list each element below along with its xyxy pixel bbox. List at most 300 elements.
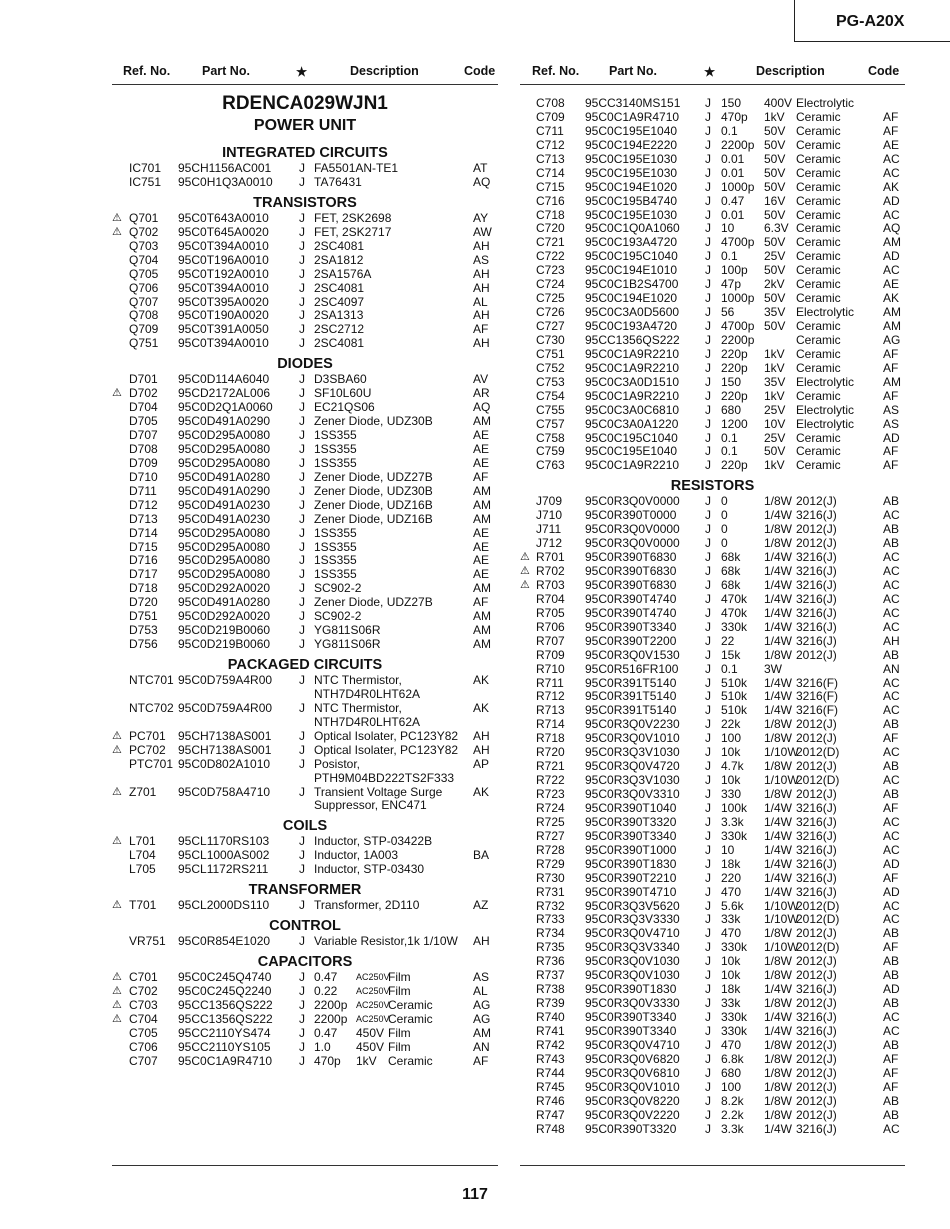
safety-warning-icon: ⚠: [112, 211, 122, 224]
parts-row: [112, 212, 498, 226]
part-no: 95C0R390T4740: [585, 591, 677, 606]
part-type: 3216(J): [796, 1010, 837, 1024]
price-code: AM: [473, 581, 491, 596]
value: 22k: [721, 717, 741, 732]
description-line-2: Suppressor, ENC471: [314, 798, 427, 813]
part-no: 95C0R3Q3V1030: [585, 773, 680, 788]
price-code: AV: [473, 372, 489, 387]
rank-mark: J: [299, 1053, 305, 1068]
ref-no: C751: [536, 346, 565, 361]
rating: 25V: [764, 430, 786, 445]
part-type: 3216(F): [796, 689, 839, 704]
rank-mark: J: [705, 619, 711, 634]
part-no: 95C0D295A0080: [178, 455, 271, 470]
price-code: AC: [883, 773, 900, 788]
parts-row: [112, 162, 498, 176]
rank-mark: J: [299, 742, 305, 757]
parts-row: [520, 565, 905, 579]
parts-row: [520, 746, 905, 760]
part-type: Ceramic: [388, 1053, 433, 1068]
rating: AC250V: [356, 972, 390, 983]
rating: 1/4W: [764, 814, 793, 829]
part-type: Ceramic: [796, 430, 841, 445]
description: 1SS355: [314, 455, 357, 470]
price-code: AW: [473, 224, 492, 239]
part-type: 3216(J): [796, 800, 837, 815]
rating: 1/4W: [764, 884, 793, 899]
value: 0.01: [721, 151, 745, 166]
parts-row: [520, 495, 905, 509]
parts-row: [520, 816, 905, 830]
part-type: 2012(J): [796, 647, 837, 662]
part-no: 95C0R3Q3V3340: [585, 940, 680, 955]
rank-mark: J: [299, 455, 305, 470]
rank-mark: J: [705, 388, 711, 403]
rating: 1/4W: [764, 1121, 793, 1136]
description: Zener Diode, UDZ27B: [314, 469, 433, 484]
value: 0.1: [721, 249, 738, 264]
part-no: 95C0R3Q0V4710: [585, 926, 680, 941]
description: 2SC4081: [314, 280, 365, 295]
price-code: AC: [883, 165, 900, 180]
value: 68k: [721, 550, 741, 565]
value: 0: [721, 522, 728, 537]
price-code: AF: [473, 469, 489, 484]
parts-row: [112, 499, 498, 513]
ref-no: D701: [129, 372, 158, 387]
parts-row: [520, 941, 905, 955]
ref-no: Q703: [129, 238, 159, 253]
price-code: AF: [473, 595, 489, 610]
rank-mark: J: [299, 386, 305, 401]
price-code: AE: [883, 277, 900, 292]
safety-warning-icon: ⚠: [112, 985, 122, 998]
rating: 1/4W: [764, 1023, 793, 1038]
part-no: 95C0D759A4R00: [178, 673, 273, 687]
parts-row: [112, 373, 498, 387]
part-type: Film: [388, 1039, 411, 1054]
ref-no: Z701: [129, 784, 157, 799]
part-no: 95CL1172RS211: [178, 862, 269, 877]
part-type: 2012(D): [796, 773, 840, 788]
rank-mark: J: [705, 1107, 711, 1122]
part-type: Ceramic: [796, 123, 841, 138]
part-no: 95C0C1Q0A1060: [585, 221, 680, 236]
ref-no: C763: [536, 458, 565, 473]
parts-row: [520, 139, 905, 153]
parts-row: [520, 306, 905, 320]
description: Optical Isolater, PC123Y82: [314, 728, 459, 743]
parts-row: [112, 429, 498, 443]
parts-row: [520, 209, 905, 223]
part-no: 95C0C195E1030: [585, 207, 678, 222]
part-type: 3216(F): [796, 703, 839, 718]
parts-row: [520, 445, 905, 459]
part-no: 95C0C1A9R2210: [585, 458, 680, 473]
part-no: 95C0R3Q0V1030: [585, 954, 680, 969]
part-no: 95C0R390T3320: [585, 1121, 677, 1136]
part-no: 95C0R390T1000: [585, 842, 677, 857]
parts-row: [112, 268, 498, 282]
parts-row: [112, 240, 498, 254]
parts-row: [520, 551, 905, 565]
price-code: AF: [473, 1053, 489, 1068]
capacitor-list-continued: [520, 97, 905, 473]
part-type: Ceramic: [388, 1011, 433, 1026]
rank-mark: J: [705, 1010, 711, 1024]
part-no: 95C0C1A9R4710: [585, 109, 680, 124]
parts-row: [520, 195, 905, 209]
unit-name: POWER UNIT: [253, 117, 357, 134]
price-code: AD: [883, 856, 900, 871]
part-type: Ceramic: [796, 165, 841, 180]
price-code: AF: [883, 444, 899, 459]
rating: 1/8W: [764, 647, 793, 662]
ref-no: C725: [536, 291, 565, 306]
value: 0.1: [721, 444, 738, 459]
parts-row: [112, 554, 498, 568]
ref-no: R744: [536, 1065, 565, 1080]
description: Zener Diode, UDZ30B: [314, 483, 433, 498]
rating: 1/8W: [764, 1051, 793, 1066]
description: Posistor,: [314, 756, 361, 771]
part-type: Ceramic: [796, 291, 841, 306]
ref-no: R707: [536, 633, 565, 648]
part-no: 95C0C195C1040: [585, 430, 678, 445]
rating: 1/4W: [764, 842, 793, 857]
price-code: AC: [883, 1121, 900, 1136]
parts-row: [112, 758, 498, 786]
part-type: 2012(J): [796, 1037, 837, 1052]
parts-row: [520, 858, 905, 872]
parts-row: [520, 969, 905, 983]
rank-mark: J: [299, 609, 305, 624]
rating: 50V: [764, 179, 786, 194]
parts-row: [520, 459, 905, 473]
rating: 1kV: [764, 109, 785, 124]
part-no: 95C0C3A0A1220: [585, 416, 679, 431]
price-code: AM: [883, 305, 901, 320]
price-code: AD: [883, 249, 900, 264]
description-line-2: NTH7D4R0LHT62A: [314, 714, 421, 729]
part-no: 95CD2172AL006: [178, 386, 271, 401]
ref-no: Q709: [129, 322, 159, 337]
rank-mark: J: [299, 970, 305, 985]
ref-no: Q708: [129, 308, 159, 323]
ref-no: D712: [129, 497, 158, 512]
rank-mark: J: [705, 235, 711, 250]
parts-row: [520, 1067, 905, 1081]
parts-row: [112, 1041, 498, 1055]
ref-no: C723: [536, 263, 565, 278]
parts-row: [520, 886, 905, 900]
price-code: AN: [473, 1039, 490, 1054]
rating: 450V: [356, 1025, 385, 1040]
price-code: AC: [883, 1010, 900, 1024]
parts-row: [112, 596, 498, 610]
price-code: AM: [473, 1025, 491, 1040]
header-ref-no: Ref. No.: [532, 64, 580, 78]
part-no: 95C0C1A9R2210: [585, 388, 680, 403]
rating: 1/8W: [764, 996, 793, 1011]
ref-no: D707: [129, 428, 158, 442]
part-type: Ceramic: [796, 458, 841, 473]
rating: 50V: [764, 319, 786, 333]
part-no: 95C0T645A0020: [178, 224, 269, 239]
part-no: 95C0D292A0020: [178, 581, 271, 596]
part-no: 95C0D219B0060: [178, 637, 271, 652]
safety-warning-icon: ⚠: [520, 565, 530, 577]
rank-mark: J: [705, 123, 711, 138]
parts-row: [520, 250, 905, 264]
rating: 1/4W: [764, 675, 793, 690]
rank-mark: J: [299, 483, 305, 498]
rank-mark: J: [705, 661, 711, 676]
price-code: AF: [883, 800, 899, 815]
parts-row: [520, 718, 905, 732]
rating: AC250V: [356, 1000, 390, 1010]
part-type: 2012(J): [796, 536, 837, 551]
parts-row: [112, 1013, 498, 1027]
rating: 1/8W: [764, 1107, 793, 1122]
parts-row: [112, 415, 498, 429]
rank-mark: J: [705, 319, 711, 333]
price-code: AC: [883, 263, 900, 278]
part-type: 2012(J): [796, 522, 837, 537]
ref-no: C724: [536, 277, 565, 292]
price-code: AS: [473, 252, 490, 267]
part-type: Ceramic: [796, 277, 841, 292]
part-no: 95C0H1Q3A0010: [178, 174, 273, 189]
ref-no: D702: [129, 386, 158, 401]
ref-no: C712: [536, 137, 565, 152]
rating: AC250V: [356, 986, 390, 997]
rank-mark: J: [299, 266, 305, 281]
part-no: 95C0D758A4710: [178, 784, 271, 799]
rank-mark: J: [705, 536, 711, 551]
price-code: AH: [473, 266, 490, 281]
price-code: AC: [883, 619, 900, 634]
ref-no: C702: [129, 984, 158, 999]
parts-row: [520, 1081, 905, 1095]
rank-mark: J: [705, 647, 711, 662]
value: 100: [721, 731, 742, 746]
ref-no: R724: [536, 800, 565, 815]
part-type: 2012(J): [796, 1079, 837, 1094]
rank-mark: J: [705, 856, 711, 871]
part-no: 95C0R3Q0V1010: [585, 731, 680, 746]
rating: 1kV: [764, 388, 785, 403]
header-description: Description: [756, 64, 825, 78]
header-ref-no: Ref. No.: [123, 64, 171, 78]
part-no: 95C0R3Q0V3330: [585, 996, 680, 1011]
value: 680: [721, 1065, 742, 1080]
part-type: 3216(J): [796, 1121, 837, 1136]
part-type: Ceramic: [796, 193, 841, 208]
rank-mark: J: [705, 982, 711, 997]
rank-mark: J: [705, 522, 711, 537]
ref-no: C757: [536, 416, 565, 431]
price-code: AB: [883, 787, 900, 801]
price-code: AH: [473, 238, 490, 253]
rank-mark: J: [299, 511, 305, 526]
page-number: 117: [462, 1186, 488, 1203]
parts-row: [112, 674, 498, 702]
ref-no: R711: [536, 675, 564, 690]
ref-no: R737: [536, 968, 565, 983]
safety-warning-icon: ⚠: [112, 835, 122, 848]
ref-no: R703: [536, 577, 565, 592]
part-no: 95C0R854E1020: [178, 934, 271, 949]
ref-no: T701: [129, 898, 157, 913]
ref-no: PTC701: [129, 756, 174, 771]
ref-no: Q704: [129, 252, 159, 267]
rank-mark: J: [705, 591, 711, 606]
price-code: AB: [883, 1037, 900, 1052]
value: 18k: [721, 856, 741, 871]
rank-mark: J: [299, 984, 305, 999]
part-no: 95CC2110YS105: [178, 1039, 271, 1054]
part-no: 95C0R390T0000: [585, 508, 677, 523]
safety-warning-icon: ⚠: [520, 578, 530, 591]
ref-no: IC701: [129, 161, 162, 175]
price-code: AM: [473, 623, 491, 638]
parts-row: [112, 971, 498, 985]
parts-row: [112, 1055, 498, 1069]
part-no: 95CC1356QS222: [178, 998, 273, 1012]
rating: 1/4W: [764, 689, 793, 704]
description: SC902-2: [314, 609, 362, 624]
rank-mark: J: [299, 210, 305, 225]
rank-mark: J: [299, 238, 305, 253]
value: 8.2k: [721, 1093, 744, 1108]
rating: 1kV: [356, 1053, 377, 1068]
safety-warning-icon: ⚠: [112, 999, 122, 1011]
part-no: 95C0R391T5140: [585, 689, 677, 704]
ref-no: R748: [536, 1121, 565, 1136]
rating: 1kV: [764, 360, 785, 375]
part-no: 95C0R3Q0V1530: [585, 647, 680, 662]
rating: 400V: [764, 96, 793, 110]
rank-mark: J: [299, 400, 305, 415]
rating: 50V: [764, 165, 786, 180]
part-no: 95C0T395A0020: [178, 294, 269, 309]
part-no: 95C0T391A0050: [178, 322, 269, 337]
value: 510k: [721, 703, 748, 718]
rank-mark: J: [705, 508, 711, 523]
part-type: 2012(J): [796, 787, 837, 801]
ref-no: PC702: [129, 742, 166, 757]
part-type: Ceramic: [796, 151, 841, 166]
rank-mark: J: [299, 441, 305, 456]
parts-row: [520, 635, 905, 649]
price-code: AC: [883, 912, 900, 927]
rank-mark: J: [705, 912, 711, 927]
part-no: 95CL1170RS103: [178, 834, 270, 849]
parts-row: [520, 390, 905, 404]
part-type: Ceramic: [796, 346, 841, 361]
ref-no: R706: [536, 619, 565, 634]
value: 47p: [721, 277, 742, 292]
rating: 1/8W: [764, 522, 793, 537]
rating: 6.3V: [764, 221, 789, 236]
ref-no: R731: [536, 884, 565, 899]
part-type: Ceramic: [796, 249, 841, 264]
part-no: 95C0D802A1010: [178, 756, 271, 771]
ref-no: Q707: [129, 294, 159, 309]
rank-mark: J: [705, 249, 711, 264]
part-no: 95C0D491A0230: [178, 497, 271, 512]
price-code: AE: [473, 441, 490, 456]
part-no: 95C0R3Q0V2220: [585, 1107, 680, 1122]
parts-row: [520, 181, 905, 195]
rank-mark: J: [299, 998, 305, 1012]
part-no: 95C0R390T3340: [585, 619, 677, 634]
rank-mark: J: [299, 1039, 305, 1054]
value: 18k: [721, 982, 741, 997]
rank-mark: J: [705, 221, 711, 236]
ref-no: C707: [129, 1053, 158, 1068]
part-no: 95C0R3Q0V3310: [585, 787, 680, 801]
rating: 50V: [764, 207, 786, 222]
value: 10: [721, 221, 735, 236]
part-no: 95C0T394A0010: [178, 280, 269, 295]
ref-no: R728: [536, 842, 565, 857]
value: 0.01: [721, 165, 745, 180]
rating: AC250V: [356, 1013, 390, 1024]
parts-row: [112, 541, 498, 555]
value: 4700p: [721, 235, 755, 250]
part-no: 95C0D491A0280: [178, 469, 271, 484]
parts-row: [112, 176, 498, 190]
description: Zener Diode, UDZ16B: [314, 497, 433, 512]
rank-mark: J: [299, 756, 305, 771]
price-code: AH: [473, 336, 490, 351]
price-code: AF: [883, 1065, 899, 1080]
header-star: ★: [296, 65, 308, 79]
value: 470k: [721, 605, 748, 620]
part-no: 95C0R390T6830: [585, 564, 677, 578]
part-type: 3216(J): [796, 884, 837, 899]
right-column: [520, 58, 905, 1136]
part-type: 3216(J): [796, 814, 837, 829]
description: FET, 2SK2698: [314, 210, 392, 225]
value: 470p: [314, 1053, 341, 1068]
part-no: 95CL1000AS002: [178, 848, 270, 863]
parts-row: [112, 730, 498, 744]
rank-mark: J: [299, 898, 305, 913]
price-code: AQ: [883, 221, 901, 236]
parts-row: [520, 1109, 905, 1123]
value: 15k: [721, 647, 741, 662]
description: 1SS355: [314, 525, 357, 540]
part-no: 95C0R390T2210: [585, 870, 677, 885]
value: 0.22: [314, 984, 338, 999]
value: 470k: [721, 591, 748, 606]
ref-no: C722: [536, 249, 565, 264]
description: 2SA1576A: [314, 266, 372, 281]
value: 1200: [721, 416, 748, 431]
rank-mark: J: [705, 884, 711, 899]
part-no: 95C0R3Q0V4710: [585, 1037, 680, 1052]
part-no: 95C0R390T4710: [585, 884, 677, 899]
rank-mark: J: [299, 428, 305, 442]
price-code: BA: [473, 848, 490, 863]
parts-row: [112, 296, 498, 310]
price-code: AH: [883, 633, 900, 648]
part-no: 95C0T190A0020: [178, 308, 269, 323]
parts-row: [112, 744, 498, 758]
